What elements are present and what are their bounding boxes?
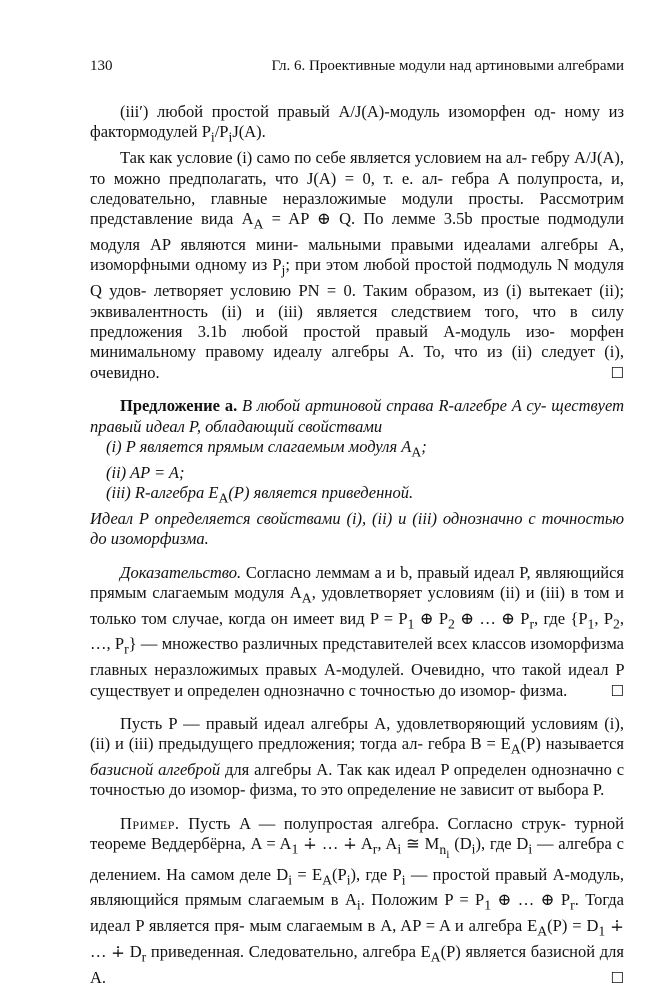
proof-title: Доказательство. — [120, 562, 242, 582]
paragraph-semisimple: Так как условие (i) само по себе является условием на ал- гебру A/J(A), то можно предполагать, что J(A) = 0, т. е. ал- гебра A полупроста, и, следовательно, главные неразложимые модули просты. Рассмотрим представление вида $A_A$ = AP ⊕ Q. По лемме 3.5b простые подмодули модуля AP являются мини- мальными правыми идеалами алгебры A, изоморфными одному из $P_j$; при этом любой простой подмодуль N модуля Q удов- летворяет условию PN = 0. Таким образом, из (i) вытекает (ii); эквивалентность (ii) и (iii) является следствием того, что в силу предложения 3.1b любой простой правый A-модуль изо- морфен минимальному правому идеалу алгебры A. То, что из (ii) следует (i), очевидно. ☐ — [90, 148, 625, 382]
property-ii: (ii) AP = A; — [106, 462, 185, 482]
proposition-a: Предложение а. В любой артиновой справа R-алгебре A су- ществует правый идеал P, обладающий свойствами — [90, 396, 625, 436]
page-number: 130 — [90, 58, 113, 74]
example: Пример. Пусть A — полупростая алгебра. Согласно струк- турной теореме Веддербёрна, $A = A_1$ ∔ … ∔ $A_r$, $A_i$ ≅ $M_{n_i}$ $(D_i)$, где $D_i$ — алгебра с делением. На самом деле $D_i = E_A(P_i)$, где $P_i$ — простой правый A-модуль, являющийся прямым слагаемым в $A_i$. Положим $P = P_1$ ⊕ … ⊕ $P_r$. Тогда идеал P является пря- мым слагаемым в A, AP = A и алгебра $E_A(P) = D_1$ ∔ … ∔ $D_r$ приведенная. Следовательно, алгебра $E_A(P)$ является базисной для A. ☐ — [90, 813, 625, 987]
qed-icon: ☐ — [610, 681, 624, 700]
qed-icon: ☐ — [610, 968, 624, 987]
uniqueness-statement: Идеал P определяется свойствами (i), (ii) и (iii) однозначно с точностью до изоморфизма. — [90, 508, 625, 549]
page — [90, 58, 624, 988]
running-header — [90, 58, 624, 82]
example-title: Пример. — [120, 813, 180, 833]
property-i: (i) P является прямым слагаемым модуля $A_A$; — [106, 436, 427, 460]
running-title: Гл. 6. Проективные модули над артиновыми алгебрами — [271, 58, 624, 74]
proposition-title: Предложение а. — [120, 396, 238, 416]
definition-basic-algebra: Пусть P — правый идеал алгебры A, удовлетворяющий условиям (i), (ii) и (iii) предыдущего предложения; тогда ал- гебра $B = E_A(P)$ называется базисной алгеброй для алгебры A. Так как идеал P определен однозначно с точностью до изомор- физма, то это определение не зависит от выбора P. — [90, 713, 625, 800]
proof: Доказательство. Согласно леммам a и b, правый идеал P, являющийся прямым слагаемым модуля $A_A$, удовлетворяет условиям (ii) и (iii) в том и только том случае, когда он имеет вид $P = P_1$ ⊕ $P_2$ ⊕ … ⊕ $P_r$, где {$P_1$, $P_2$, …, $P_r$} — множество различных представителей всех классов изоморфизма главных неразложимых правых A-модулей. Очевидно, что такой идеал P существует и определен однозначно с точностью до изомор- физма. ☐ — [90, 562, 625, 700]
property-iii: (iii) R-алгебра $E_A(P)$ является приведенной. — [106, 483, 414, 506]
qed-icon: ☐ — [610, 363, 624, 382]
condition-iii-prime: (iii′) любой простой правый A/J(A)-модуль изоморфен од- ному из фактормодулей $P_i/P_iJ(A)$. — [90, 102, 625, 145]
